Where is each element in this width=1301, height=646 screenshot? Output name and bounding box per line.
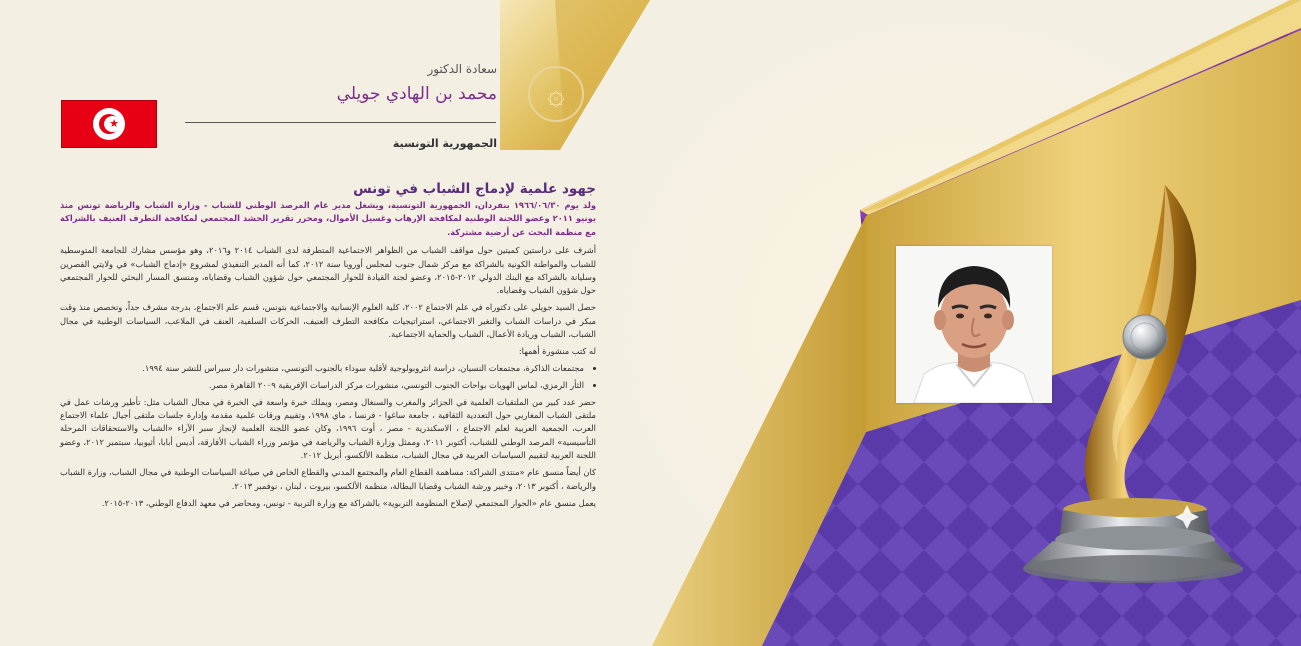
paragraph-conferences: حضر عدد كبير من الملتقيات العلمية في الجزائر والمغرب والسنغال ومصر، ويملك خبرة واسعة في الخبرة في مجال الشباب مثل: تأطير ورشات عمل في ملتقى الشباب المغاربي حول التعددية الثقافية ، جامعة ساغوا - فرنسا ، ماي ١٩٩٨، وتقييم ورقات علمية مقدمة وإدارة جلسات ملتقى أجيال علماء الاجتماع العرب، الجمعية العربية لعلم الاجتماع ، الاسكندرية - مصر ، أوت ١٩٩٦، وكان عضو اللجنة العلمية لإنجاز سبر الآراء «الشباب والاستحقاقات المرحلة التأسيسية» المرصد الوطني للشباب، أكتوبر ٢٠١١، وممثل وزارة الشباب والرياضة في مؤتمر وزراء الشباب الأفارقة، أديس أبابا، أثيوبيا، سبتمبر ٢٠١٢، وعضو اللجنة العربية لتقييم السياسات العربية في مجال الشباب، منظمة الألكسو، أبريل ٢٠١٢. <box>60 396 596 461</box>
paragraph-studies: أشرف على دراستين كميتين حول مواقف الشباب من الظواهر الاجتماعية المتطرفة لدى الشباب ٢٠١٤ و٢٠١٦، وهو مؤسس مشارك للجامعة المتوسطية للشباب والمواطنة الكونية بالشراكة مع مركز شمال جنوب لمجلس أوروبا سنة ٢٠١٢، كما أنه المدير التنفيذي لمشروع «إدماج الشباب» في ولايتي القصرين وسليانة بالشراكة مع البنك الدولي ٢٠١٢-٢٠١٥، وعضو لجنة القيادة للحوار المجتمعي حول شؤون الشباب وقضاياه، ومنسق المسار البحثي للحوار المجتمعي حول شؤون الشباب وقضاياه. <box>60 245 596 296</box>
section-title: جهود علمية لإدماج الشباب في تونس <box>353 181 596 197</box>
tunisia-flag-icon <box>61 100 157 148</box>
biography-text <box>60 199 596 514</box>
calligraphy-seal-icon: ۞ <box>528 66 584 122</box>
country-name: الجمهورية التونسية <box>392 137 497 150</box>
paragraph-education: حصل السيد جويلي على دكتوراه في علم الاجتماع ٢٠٠٢، كلية العلوم الإنسانية والاجتماعية بتونس، قسم علم الاجتماع، بدرجة مشرف جداً، وتخصص منذ وقت مبكر في دراسات الشباب والتغير الاجتماعي، استراتيجيات مكافحة التطرف العنيف، الحركات السلفية، العنف في الملاعب، السياسات الوطنية في مجال الشباب، الشباب وريادة الأعمال، الشباب والحماية الاجتماعية. <box>60 302 596 340</box>
paragraph-partnership: كان أيضاً منسق عام «منتدى الشراكة: مساهمة القطاع العام والمجتمع المدني والقطاع الخاص في صياغة السياسات الوطنية في مجال الشباب، وزارة الشباب والرياضة ، أكتوبر ٢٠١٣، وخبير ورشة الشباب وقضايا البطالة، منظمة الألكسو، بيروت ، لبنان ، نوفمبر ٢٠١٣. <box>60 467 596 491</box>
books-intro: له كتب منشورة أهمها: <box>518 346 596 357</box>
lead-paragraph: ولد يوم ١٩٦٦/٠٦/٣٠ بنفردان، الجمهورية التونسية، ويشغل مدير عام المرصد الوطني للشباب - وزارة الشباب والرياضة تونس منذ يونيو ٢٠١١ وعضو اللجنة الوطنية لمكافحة الإرهاب وغسيل الأموال، ومحرر تقرير الحشد المجتمعي لمكافحة التطرف العنيف بالشراكة مع منظمة البحث عن أرضية مشتركة. <box>60 200 596 237</box>
person-name: محمد بن الهادي جويلي <box>336 84 497 104</box>
flag-disc <box>93 108 125 140</box>
flag-star-icon: ★ <box>109 117 119 130</box>
books-list <box>60 362 596 392</box>
header-divider <box>185 122 496 123</box>
golden-flame-trophy-icon <box>1015 175 1255 595</box>
book-item: • الثأر الرمزي، لماس الهويات بواحات الجنوب التونسي، منشورات مركز الدراسات الإفريقية ٢٠٠٩ القاهرة مصر. <box>60 379 584 392</box>
paragraph-current-role: يعمل منسق عام «الحوار المجتمعي لإصلاح المنظومة التربوية» بالشراكة مع وزارة التربية - تونس، ومحاضر في معهد الدفاع الوطني، ٢٠١٣-٢٠١٥. <box>101 497 596 508</box>
honorific-label: سعادة الدكتور <box>427 62 497 76</box>
book-item: • مجتمعات الذاكرة، مجتمعات النسيان، دراسة انثروبولوجية لأقلية سوداء بالجنوب التونسي، منشورات دار سيراس للنشر سنة ١٩٩٤. <box>60 362 584 375</box>
